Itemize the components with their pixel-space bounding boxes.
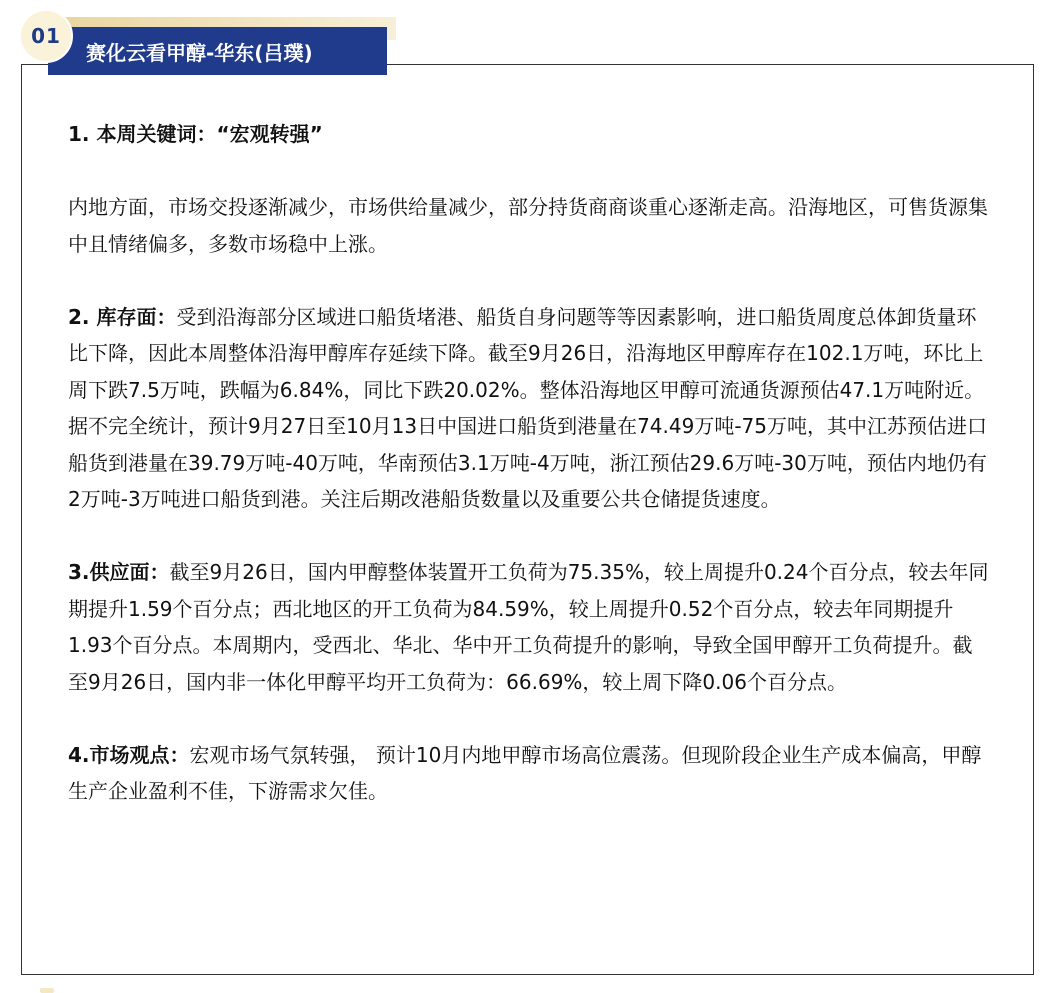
section-3-label: 3.供应面： xyxy=(68,560,170,584)
section-number-badge: 01 xyxy=(19,9,73,63)
section-2-label: 2. 库存面： xyxy=(68,304,177,329)
section-2-paragraph xyxy=(68,299,992,518)
section-1-heading: 1. 本周关键词：“宏观转强” xyxy=(68,122,323,146)
section-3-body: 截至9月26日，国内甲醇整体装置开工负荷为75.35%，较上周提升0.24个百分点，较去年同期提升1.59个百分点；西北地区的开工负荷为84.59%，较上周提升0.52个百分点，较去年同期提升1.93个百分点。本周期内，受西北、华北、华中开工负荷提升的影响，导致全国甲醇开工负荷提升。截至9月26日，国内非一体化甲醇平均开工负荷为：66.69%，较上周下降0.06个百分点。 xyxy=(68,560,989,694)
section-4-label: 4.市场观点： xyxy=(68,742,190,767)
bottom-decoration xyxy=(40,988,54,993)
section-4-body: 宏观市场气氛转强， 预计10月内地甲醇市场高位震荡。但现阶段企业生产成本偏高，甲醇生产企业盈利不佳，下游需求欠佳。 xyxy=(68,742,982,803)
page-title: 赛化云看甲醇-华东(吕璞) xyxy=(48,27,387,75)
section-3-paragraph xyxy=(68,554,992,700)
section-4-paragraph xyxy=(68,737,992,810)
article-body xyxy=(68,116,992,810)
section-1-body: 内地方面，市场交投逐渐减少，市场供给量减少，部分持货商商谈重心逐渐走高。沿海地区，可售货源集中且情绪偏多，多数市场稳中上涨。 xyxy=(68,195,988,256)
section-2-body: 受到沿海部分区域进口船货堵港、船货自身问题等等因素影响，进口船货周度总体卸货量环比下降，因此本周整体沿海甲醇库存延续下降。截至9月26日，沿海地区甲醇库存在102.1万吨，环比上周下跌7.5万吨，跌幅为6.84%，同比下跌20.02%。整体沿海地区甲醇可流通货源预估47.1万吨附近。据不完全统计，预计9月27日至10月13日中国进口船货到港量在74.49万吨-75万吨，其中江苏预估进口船货到港量在39.79万吨-40万吨，华南预估3.1万吨-4万吨，浙江预估29.6万吨-30万吨，预估内地仍有2万吨-3万吨进口船货到港。关注后期改港船货数量以及重要公共仓储提货速度。 xyxy=(68,304,987,511)
